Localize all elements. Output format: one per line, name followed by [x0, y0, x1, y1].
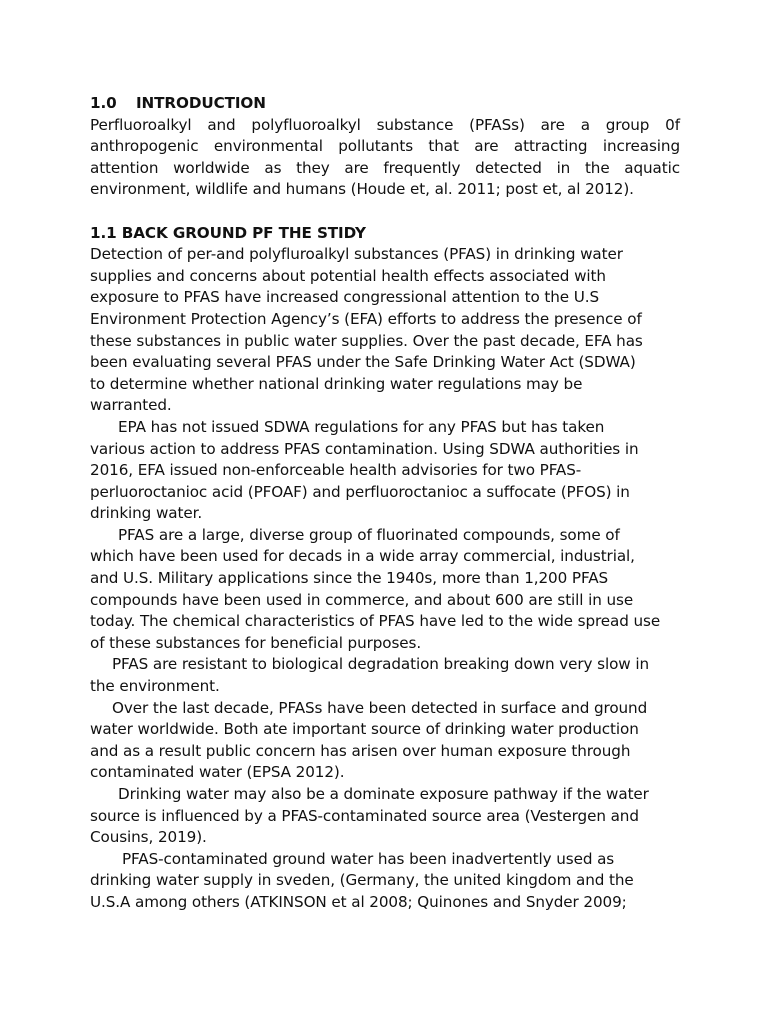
intro-paragraph: Perfluoroalkyl and polyfluoroalkyl substance (PFASs) are a group 0f anthropogenic environmental pollutants that are attracting increasing attention worldwide as they are frequently detected in the aquatic environment, wildlife and humans (Houde et, al. 2011; post et, al 2012). [90, 115, 680, 199]
section-number: 1.0 [90, 94, 117, 112]
section-title: INTRODUCTION [136, 94, 266, 112]
background-paragraph-4: PFAS are resistant to biological degradation breaking down very slow in the environment. [90, 655, 649, 696]
section-heading-background: 1.1 BACK GROUND PF THE STIDY [90, 223, 366, 242]
background-paragraph-3: PFAS are a large, diverse group of fluorinated compounds, some of which have been used for decads in a wide array commercial, industrial, and U.S. Military applications since the 1940s, more than 1,200 PFAS compounds have been used in commerce, and about 600 are still in use today. The chemical characteristics of PFAS have led to the wide spread use of these substances for beneficial purposes. [90, 525, 661, 652]
background-paragraph-1: Detection of per-and polyfluroalkyl substances (PFAS) in drinking water supplies and concerns about potential health effects associated with exposure to PFAS have increased congressional attention to the U.S Environment Protection Agency’s (EFA) efforts to address the presence of these substances in public water supplies. Over the past decade, EFA has been evaluating several PFAS under the Safe Drinking Water Act (SDWA) to determine whether national drinking water regulations may be warranted. [90, 245, 643, 415]
background-paragraph-7: PFAS-contaminated ground water has been inadvertently used as drinking water supply in sveden, (Germany, the united kingdom and the U.S.A among others (ATKINSON et al 2008; Quinones and Snyder 2009; [90, 849, 634, 911]
background-paragraph-2: EPA has not issued SDWA regulations for any PFAS but has taken various action to address PFAS contamination. Using SDWA authorities in 2016, EFA issued non-enforceable health advisories for two PFAS- perluoroctanioc acid (PFOAF) and perfluoroctanioc a suffocate (PFOS) in drinking water. [90, 417, 639, 523]
background-paragraph-5: Over the last decade, PFASs have been detected in surface and ground water worldwide. Both ate important source of drinking water production and as a result public concern has arisen over human exposure through contaminated water (EPSA 2012). [90, 698, 648, 782]
background-paragraph-6: Drinking water may also be a dominate exposure pathway if the water source is influenced by a PFAS-contaminated source area (Vestergen and Cousins, 2019). [90, 785, 649, 847]
section-heading-introduction [90, 93, 680, 115]
document-page [90, 93, 680, 914]
spacer [90, 201, 680, 223]
